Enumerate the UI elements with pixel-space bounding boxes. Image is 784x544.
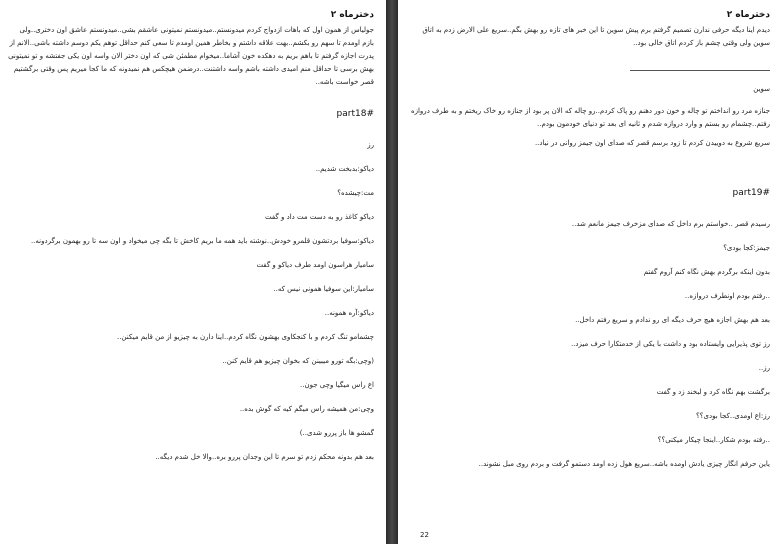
text-line: ..رفتم بودم اونطرف دروازه.. [684, 292, 770, 300]
text-line: یاین حرفم انگار چیزی یادش اومده باشه..سریع هول زده اومد دستمو گرفت و بردم روی مبل نشوند.. [478, 460, 770, 468]
text-line: مت:چیشده؟ [337, 189, 374, 197]
text-line: جیمز:کجا بودی؟ [723, 244, 770, 252]
text-line: (وچی:بگه تورو میبینن که بخوان چیزیو هم قایم کنن.. [222, 357, 374, 365]
text-line: دیاکو:بدبخت شدیم.. [315, 165, 374, 173]
right-page [398, 0, 784, 544]
text-line: دیاکو:آره همونه.. [324, 309, 374, 317]
body-paragraph: سریع شروع به دوییدن کردم تا زود برسم قصر که صدای اون جیمز روانی در نیاد.. [534, 139, 770, 147]
text-line: بدون اینکه برگردم بهش نگاه کنم آروم گفتم [643, 268, 770, 276]
text-line: بعد هم بدونه محکم زدم تو سرم تا این وجدان پررو بره..والا خل شدم دیگه.. [155, 453, 374, 461]
left-page [0, 0, 386, 544]
text-line: گمشو ها باز پررو شدی..) [299, 429, 374, 437]
text-line: وچی:من همیشه راس میگم کیه که گوش بده.. [239, 405, 374, 413]
narrator-name: سوین [753, 85, 770, 93]
text-line: دیاکو:سوفیا بردتشون قلمرو خودش..نوشته باید همه ما بریم کاخش تا بگه چی میخواد و اون سه تا رو بهمون برگردونه.. [30, 237, 374, 245]
text-line: برگشت بهم نگاه کرد و لبخند زد و گفت [656, 388, 770, 396]
part-heading: part19# [732, 188, 770, 198]
text-line: اع راس میگیا وچی جون.. [300, 381, 374, 389]
intro-paragraph: دیدم اینا دیگه حرفی ندارن تصمیم گرفتم برم پیش سوین تا این خبر های تازه رو بهش بگم..سریع علی الارض زدم به اتاق سوین ولی وقتی چشم باز کردم اتاق خالی بود.. [422, 26, 770, 47]
text-line: بعد هم بهش اجازه هیچ حرف دیگه ای رو ندادم و سریع رفتم داخل.. [575, 316, 770, 324]
text-line: ..رفته بودم شکار..اینجا چیکار میکنی؟؟ [657, 436, 770, 444]
book-gutter [386, 0, 398, 544]
text-line: چشمامو تنگ کردم و با کنجکاوی بهشون نگاه کردم..اینا دارن به چیزیو از من قایم میکنن.. [116, 333, 374, 341]
text-line: سامیار هراسون اومد طرف دیاکو و گفت [256, 261, 374, 269]
text-line: سامیار:این سوفیا همونی نیس که.. [273, 285, 374, 293]
text-line: رز.. [758, 364, 770, 372]
part-heading: part18# [336, 109, 374, 119]
text-line: رز توی پذیرایی وایستاده بود و داشت با یکی از خدمتکارا حرف میزد.. [570, 340, 770, 348]
page-number: 22 [420, 531, 429, 539]
text-line: رسیدم قصر ..خواستم برم داخل که صدای مزخرف جیمز مانعم شد.. [571, 220, 770, 228]
text-line: دیاکو کاغذ رو به دست مت داد و گفت [265, 213, 374, 221]
page-header: دخترماه ۲ [330, 10, 374, 20]
section-divider [630, 70, 770, 71]
text-line: رز:اع اومدی..کجا بودی؟؟ [696, 412, 770, 420]
intro-paragraph: جولیاس از همون اول که باهات ازدواج کردم میدونستم..میدونستم نمیتونی عاشقم بشی..میدونستم عاشق اون دختری..ولی بازم اومدم تا سهم رو بکشم..بهت علاقه داشتم و بخاطر همین اومدم تا سعی کنم حداقل توهم یکم دوسم داشته باشی..الانم از پدرت اجازه گرفتم تا باهم بریم به دهکده خون آشاما..میخوام مطمئن شی که اون دختر الان واسه اون یکی جفتشه و تو نمیتونی بهش برسی تا حداقل منم امیدی داشته باشم واسه داشتنت..درضمن هیچکس هم نمیدونه که ما کجا میریم پس وقتی برگشتیم قصر خواست باشه.. [8, 26, 374, 86]
body-paragraph: جنازه مرد رو انداختم تو چاله و خون دور دهنم رو پاک کردم..رو چاله که الان پر بود از جنازه رو خاک ریختم و به طرف دروازه رفتم..چشمام رو بستم و وارد دروازه شدم و ثانیه ای بعد تو دنیای خودمون بودم.. [410, 107, 770, 128]
narrator-name: رز [367, 141, 374, 149]
page-header: دخترماه ۲ [726, 10, 770, 20]
